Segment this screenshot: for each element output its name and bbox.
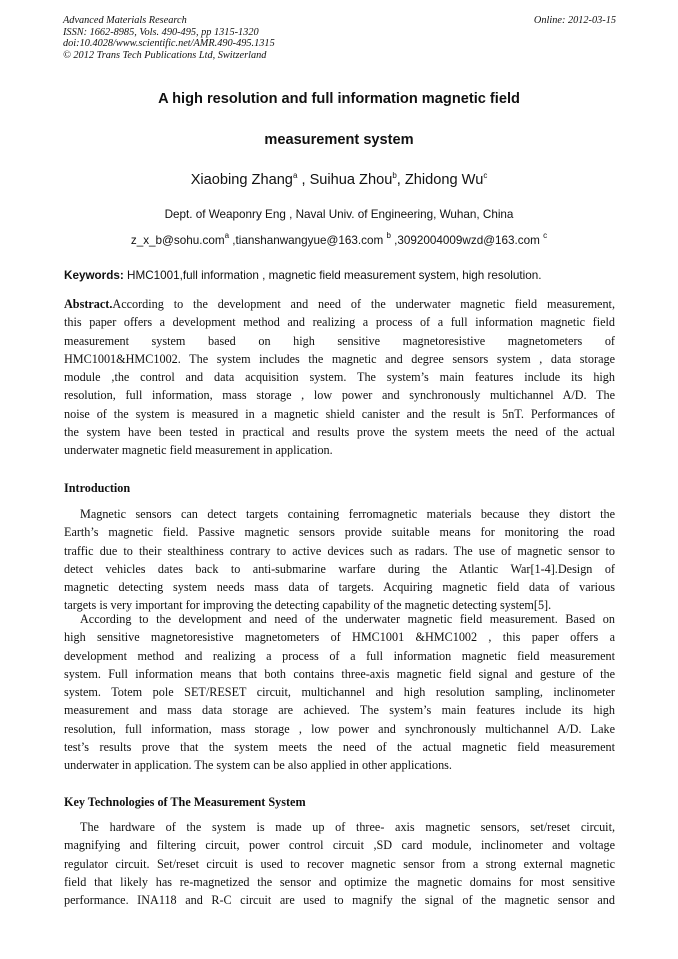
paragraph-line: targets is very important for improving the detecting capability of the magnetic detecting system[5]. (64, 598, 552, 613)
email-list: z_x_b@sohu.com$^a$ ,tianshanwangyue@163.com $^b$ ,3092004009wzd@163.com $^c$ (130, 231, 548, 247)
paragraph-line: development method and realizing a process of a full information magnetic field measurement (64, 648, 615, 663)
email-mark: c (543, 231, 548, 240)
section-heading-key-technologies: Key Technologies of The Measurement System (64, 795, 306, 809)
abstract-label: Abstract. (64, 297, 113, 311)
paragraph-line: According to the development and need of the underwater magnetic field measurement. Based on (80, 612, 615, 626)
paragraph-line: resolution, full information, mass storage , low power and synchronously multichannel A/D. Lake (64, 721, 615, 736)
paragraph-line: underwater in application. The system can be also applied in other applications. (64, 758, 452, 773)
email-mark: a (224, 231, 230, 240)
email-address: tianshanwangyue@163.com (235, 234, 384, 247)
paragraph-line: performance. INA118 and R-C circuit are used to magnify the signal of the magnetic sensor and (64, 893, 615, 908)
paper-title-line-2: measurement system (264, 132, 414, 148)
author-affil-mark: c (483, 171, 488, 180)
paragraph-line: Magnetic sensors can detect targets containing ferromagnetic materials because they distort the (80, 507, 615, 521)
abstract-line: HMC1001&HMC1002. The system includes the magnetic and degree sensors system , data storage (64, 351, 615, 366)
author-affil-mark: b (392, 171, 397, 180)
paragraph-line: system. Totem pole SET/RESET circuit, multichannel and high resolution sampling, inclinometer (64, 685, 615, 700)
intro-paragraph-2 (64, 610, 615, 775)
keywords-text: HMC1001,full information , magnetic field measurement system, high resolution. (127, 269, 542, 282)
paragraph-line: magnifying and filtering circuit, power control circuit ,SD card module, inclinometer and voltage (64, 838, 615, 853)
author-name: Suihua Zhou (309, 172, 393, 188)
paragraph-line: magnetic detecting system needs mass data of targets. Acquiring magnetic field data of various (64, 580, 615, 595)
affiliation: Dept. of Weaponry Eng , Naval Univ. of Engineering, Wuhan, China (164, 208, 514, 221)
author-name: Xiaobing Zhang (190, 172, 293, 188)
author-list: Xiaobing Zhang$^a$ , Suihua Zhou$^b$, Zhidong Wu$^c$ (190, 171, 488, 188)
journal-name: Advanced Materials Research (63, 15, 187, 26)
abstract-line: module ,the control and data acquisition system. The system’s main features include its high (64, 370, 615, 385)
paragraph-line: Earth’s magnetic field. Passive magnetic sensors provide suitable means for monitoring the road (64, 525, 615, 540)
paragraph-line: regulator circuit. Set/reset circuit is used to recover magnetic sensor from a strong external magnetic (64, 856, 615, 871)
paragraph-line: high sensitive magnetoresistive magnetometers of HMC1001 &HMC1002 , this paper offers a (64, 630, 615, 645)
keywords-label: Keywords: (64, 269, 124, 282)
section-heading-introduction: Introduction (64, 481, 131, 495)
online-date: Online: 2012-03-15 (533, 15, 616, 26)
key-tech-paragraph-1 (64, 818, 615, 909)
abstract-line: this paper offers a development method and realizing a process of a full information magnetic field (64, 315, 615, 330)
journal-header (63, 15, 616, 61)
keywords (64, 269, 615, 282)
author-name: Zhidong Wu (404, 172, 484, 188)
paragraph-line: The hardware of the system is made up of three- axis magnetic sensors, set/reset circuit, (80, 820, 615, 834)
paragraph-line: traffic due to their stealthiness contrary to active devices such as radars. The use of magnetic sensor to (64, 543, 615, 558)
paper-title-line-1: A high resolution and full information magnetic field (158, 91, 520, 107)
paragraph-line: measurement and mass data storage are achieved. The system’s main features include its high (64, 703, 615, 718)
abstract-line: underwater magnetic field measurement in application. (64, 443, 333, 458)
abstract-line: resolution, full information, mass storage , low power and synchronously multichannel A/D. The (64, 388, 615, 403)
intro-paragraph-1 (64, 505, 615, 615)
abstract-line: noise of the system is measured in a magnetic shield canister and the result is 5nT. Performances of (64, 406, 615, 421)
author-affil-mark: a (292, 171, 298, 180)
paragraph-line: system. Full information means that both contains three-axis magnetic field signal and gesture of the (64, 666, 615, 681)
issn-line: ISSN: 1662-8985, Vols. 490-495, pp 1315-1320 (63, 26, 259, 38)
paragraph-line: field that likely has re-magnetized the sensor and optimize the magnetic domains for most sensitive (64, 874, 615, 889)
email-address: 3092004009wzd@163.com (397, 234, 540, 247)
abstract-line: Abstract.According to the development and need of the underwater magnetic field measurement, (64, 297, 615, 311)
email-mark: b (386, 231, 391, 240)
abstract-line: the system have been tested in practical and results prove the system meets the need of the actual (64, 425, 615, 440)
copyright-line: © 2012 Trans Tech Publications Ltd, Switzerland (63, 49, 267, 61)
doi-line: doi:10.4028/www.scientific.net/AMR.490-495.1315 (63, 38, 275, 50)
abstract-line: measurement system based on high sensitive magnetoresistive magnetometers of (64, 333, 615, 348)
paragraph-line: test’s results prove that the system meets the need of the actual magnetic field measurement (64, 740, 615, 755)
abstract (64, 295, 615, 460)
paragraph-line: detect vehicles dates back to anti-submarine warfare during the Atlantic War[1-4].Design of (64, 561, 615, 576)
email-address: z_x_b@sohu.com (130, 234, 225, 247)
